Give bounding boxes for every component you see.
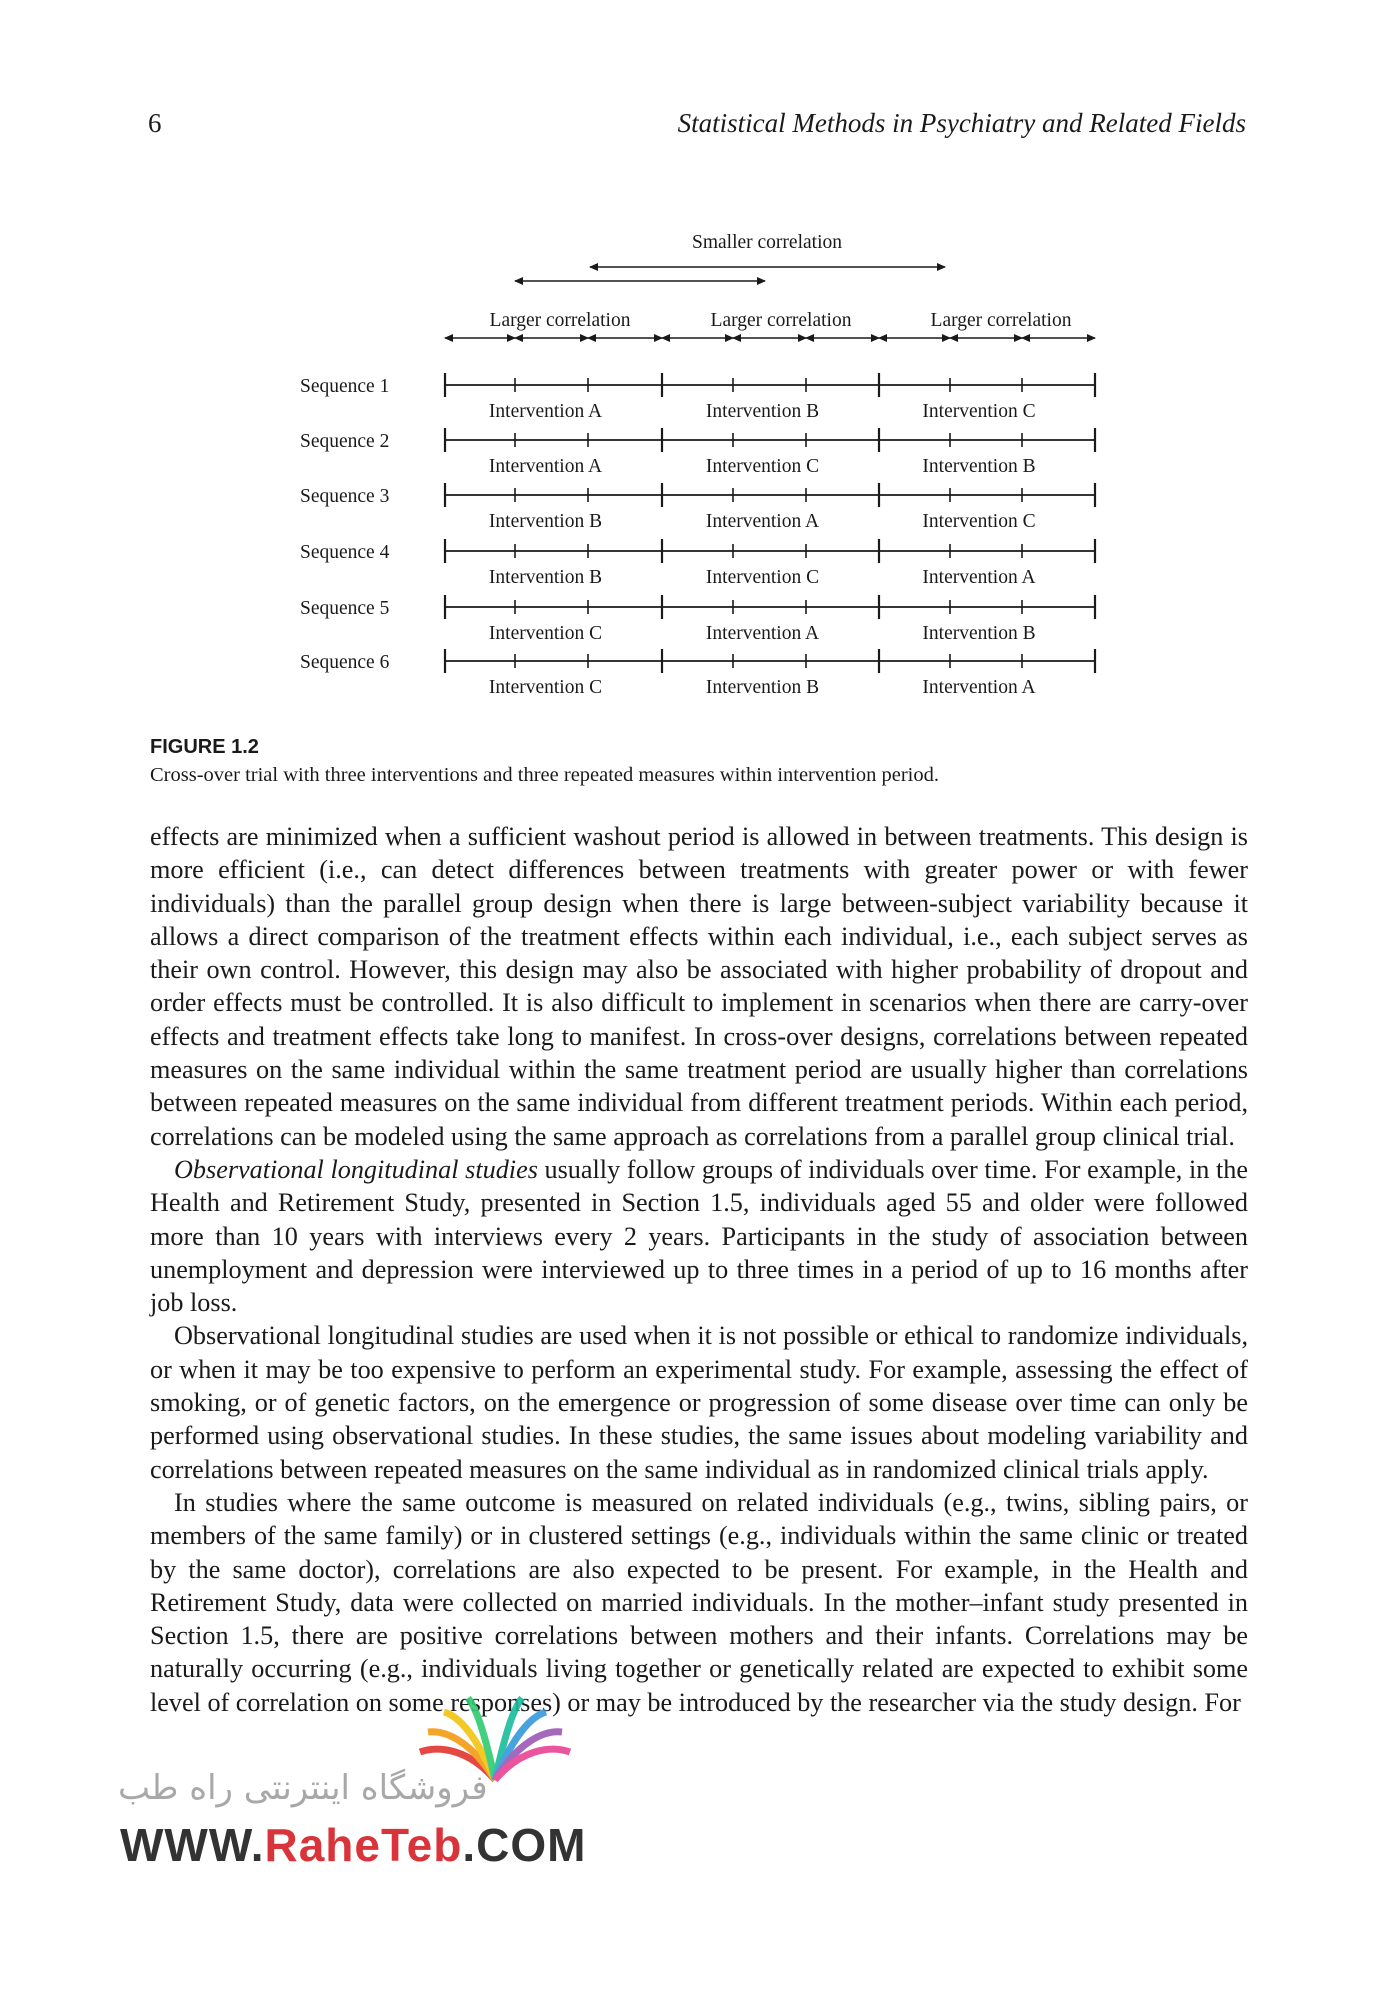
running-title: Statistical Methods in Psychiatry and Related Fields	[677, 108, 1246, 138]
larger-correlation-label-3: Larger correlation	[930, 310, 1072, 331]
larger-correlation-label-2: Larger correlation	[710, 310, 852, 331]
intervention-label-4-2: Intervention C	[705, 567, 820, 588]
intervention-label-2-1: Intervention A	[488, 456, 603, 477]
larger-correlation-label-1: Larger correlation	[489, 310, 631, 331]
sequence-label-3: Sequence 3	[300, 486, 390, 507]
intervention-label-4-3: Intervention A	[922, 567, 1036, 588]
intervention-label-1-2: Intervention B	[705, 401, 820, 422]
watermark-shop-text: فروشگاه اینترنتی راه طب	[118, 1768, 488, 1808]
intervention-label-3-1: Intervention B	[488, 511, 603, 532]
intervention-label-1-1: Intervention A	[488, 401, 603, 422]
sequence-label-5: Sequence 5	[300, 598, 390, 619]
intervention-label-5-3: Intervention B	[922, 623, 1036, 644]
paragraph-2-text: usually follow groups of individuals over time. For example, in the Health and Retirement Study, presented in Section 1.5, individuals aged 55 and older were followed more than 10 years with interviews every 2 years. Participants in the study of association between unemployment and depression were interviewed up to three times in a period of up to 16 months after job loss.	[150, 1154, 1248, 1318]
smaller-correlation-label: Smaller correlation	[692, 232, 842, 253]
figure-caption: Cross-over trial with three interventions and three repeated measures within intervention period.	[150, 764, 939, 786]
watermark-url	[120, 1818, 586, 1872]
sequence-label-2: Sequence 2	[300, 431, 390, 452]
intervention-label-2-3: Intervention B	[922, 456, 1036, 477]
page-number: 6	[148, 108, 162, 138]
paragraph-1: effects are minimized when a sufficient washout period is allowed in between treatments. This design is more efficient (i.e., can detect differences between treatments with greater power or with fewer individuals) than the parallel group design when there is large between-subject variability because it allows a direct comparison of the treatment effects within each individual, i.e., each subject serves as their own control. However, this design may also be associated with higher probability of dropout and order effects must be controlled. It is also difficult to implement in scenarios when there are carry-over effects and treatment effects take long to manifest. In cross-over designs, correlations between repeated measures on the same individual within the same treatment period are usually higher than correlations between repeated measures on the same individual from different treatment periods. Within each period, correlations can be modeled using the same approach as correlations from a parallel group clinical trial.	[150, 822, 1248, 1151]
intervention-label-3-2: Intervention A	[705, 511, 820, 532]
crossover-diagram	[0, 0, 1400, 730]
body-text	[150, 820, 1248, 1719]
intervention-label-5-2: Intervention A	[705, 623, 820, 644]
intervention-label-6-1: Intervention C	[488, 677, 603, 698]
figure-label: FIGURE 1.2	[150, 736, 259, 758]
intervention-label-6-2: Intervention B	[705, 677, 820, 698]
sequence-label-4: Sequence 4	[300, 542, 390, 563]
sequence-label-6: Sequence 6	[300, 652, 390, 673]
paragraph-2	[150, 1153, 1248, 1319]
intervention-label-3-3: Intervention C	[922, 511, 1036, 532]
paragraph-4: In studies where the same outcome is measured on related individuals (e.g., twins, sibling pairs, or members of the same family) or in clustered settings (e.g., individuals within the same clinic or treated by the same doctor), correlations are also expected to be present. For example, in the Health and Retirement Study, data were collected on married individuals. In the mother–infant study presented in Section 1.5, there are positive correlations between mothers and their infants. Correlations may be naturally occurring (e.g., individuals living together or genetically related are expected to exhibit some level of correlation on some responses) or may be introduced by the researcher via the study design. For	[150, 1487, 1248, 1717]
intervention-label-2-2: Intervention C	[705, 456, 820, 477]
intervention-label-4-1: Intervention B	[488, 567, 603, 588]
intervention-label-6-3: Intervention A	[922, 677, 1036, 698]
watermark-url-prefix: WWW.	[120, 1819, 265, 1871]
intervention-label-1-3: Intervention C	[922, 401, 1036, 422]
sequence-label-1: Sequence 1	[300, 376, 390, 397]
paragraph-3: Observational longitudinal studies are used when it is not possible or ethical to randomize individuals, or when it may be too expensive to perform an experimental study. For example, assessing the effect of smoking, or of genetic factors, on the emergence or progression of some disease over time can only be performed using observational studies. In these studies, the same issues about modeling variability and correlations between repeated measures on the same individual as in randomized clinical trials apply.	[150, 1321, 1248, 1484]
emphasis-observational: Observational longitudinal studies	[174, 1154, 538, 1184]
watermark-url-brand: RaheTeb	[264, 1819, 463, 1871]
watermark-url-suffix: .COM	[462, 1819, 587, 1871]
intervention-label-5-1: Intervention C	[488, 623, 603, 644]
